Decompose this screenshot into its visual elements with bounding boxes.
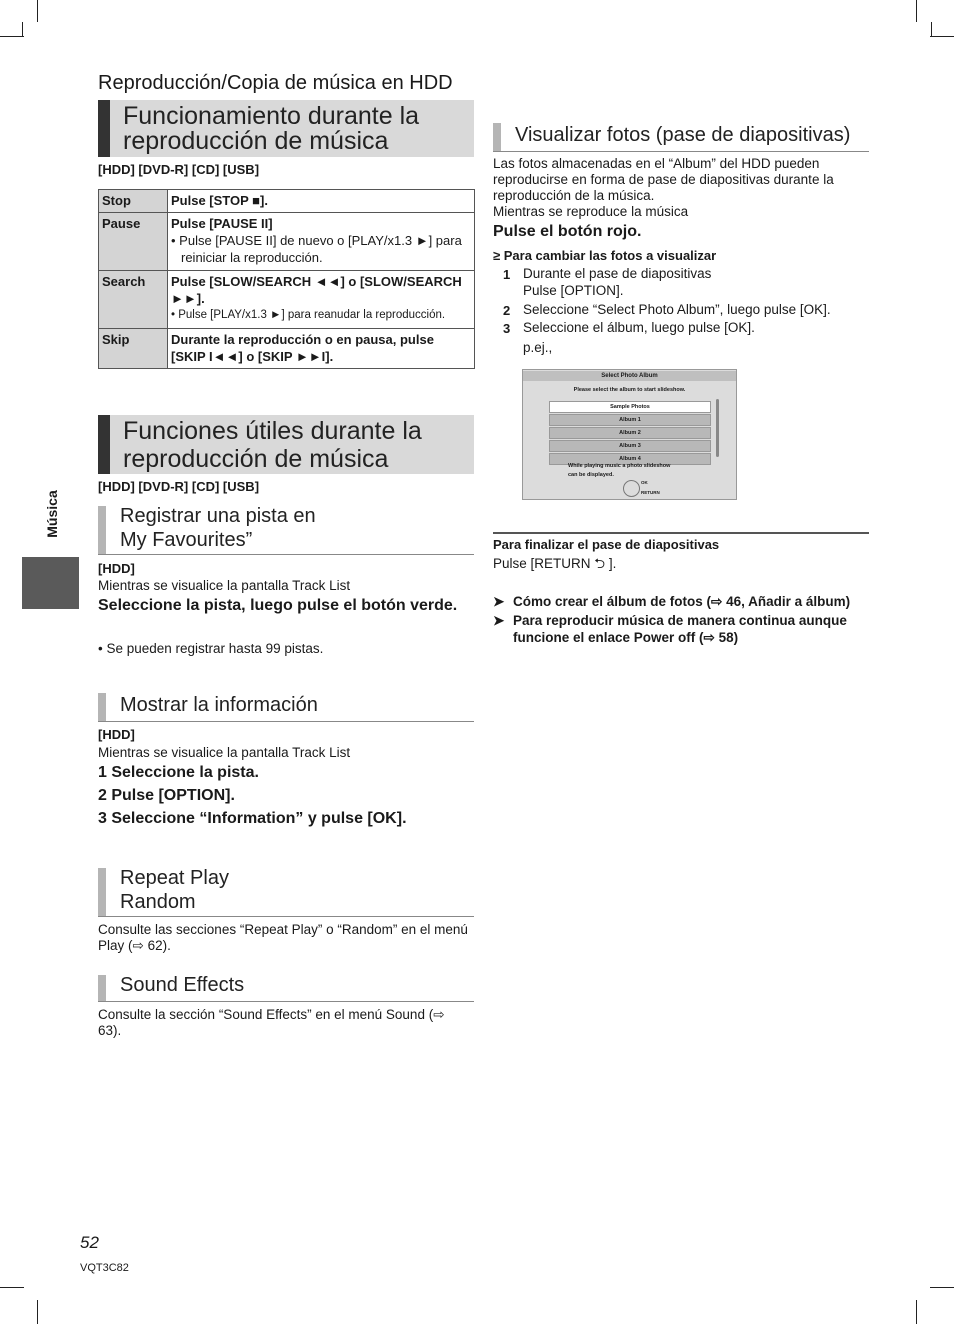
operations-table xyxy=(98,189,475,369)
remote-control-icon xyxy=(623,480,640,497)
info-step-3: 3 Seleccione “Information” y pulse [OK]. xyxy=(98,810,407,827)
repeat-title-line2: Random xyxy=(120,891,196,913)
slideshow-intro: Las fotos almacenadas en el “Album” del HDD pueden reproducirse en forma de pase de diapositivas durante la reproducción de la música. xyxy=(493,156,834,203)
table-value-skip: Durante la reproducción o en pausa, pulse [SKIP I◄◄] o [SKIP ►►I]. xyxy=(168,329,475,369)
step-num-1: 1 xyxy=(503,267,511,282)
table-value-pause: Pulse [PAUSE II] xyxy=(171,216,273,231)
table-key-search: Search xyxy=(99,271,168,329)
subheader-favourites xyxy=(98,506,474,555)
info-text: Mientras se visualice la pantalla Track List xyxy=(98,745,351,760)
info-step-1: 1 Seleccione la pista. xyxy=(98,764,259,781)
step-2-line1: Seleccione “Select Photo Album”, luego pulse [OK]. xyxy=(523,302,831,317)
slideshow-while: Mientras se reproduce la música xyxy=(493,204,689,219)
fav-title-line2: My Favourites” xyxy=(120,529,253,551)
end-slideshow-heading: Para finalizar el pase de diapositivas xyxy=(493,537,720,552)
subheader-info xyxy=(98,693,474,722)
sound-title: Sound Effects xyxy=(120,974,245,996)
screen-message: Please select the album to start slideshow. xyxy=(573,387,686,393)
scrollbar[interactable] xyxy=(716,399,719,457)
end-slideshow-text: Pulse [RETURN ⮌ ]. xyxy=(493,556,617,571)
example-label: p.ej., xyxy=(523,340,553,355)
sound-text: Consulte la sección “Sound Effects” en el menú Sound (⇨ 63). xyxy=(98,1007,445,1038)
fav-instruction: Seleccione la pista, luego pulse el botón verde. xyxy=(98,597,458,614)
info-step-2: 2 Pulse [OPTION]. xyxy=(98,787,235,804)
table-value-stop: Pulse [STOP ■]. xyxy=(168,190,475,213)
screen-note: While playing music a photo slideshow can be displayed. xyxy=(568,463,671,478)
section-title-line2: reproducción de música xyxy=(123,127,389,155)
step-num-2: 2 xyxy=(503,303,511,318)
ref-arrow-icon: ➤ xyxy=(493,613,505,628)
section2-title-line1: Funciones útiles durante la xyxy=(123,417,422,445)
subheader-sound xyxy=(98,975,474,1002)
fav-title-line1: Registrar una pista en xyxy=(120,505,316,527)
table-note-pause: • Pulse [PAUSE II] de nuevo o [PLAY/x1.3 ►] para reiniciar la reproducción. xyxy=(171,233,462,265)
step-num-3: 3 xyxy=(503,321,511,336)
fav-note: • Se pueden registrar hasta 99 pistas. xyxy=(98,641,324,656)
side-tab-label: Música xyxy=(44,490,60,538)
album-item[interactable]: Album 3 xyxy=(549,440,711,452)
step-1-line1: Durante el pase de diapositivas xyxy=(523,266,712,281)
return-label: RETURN xyxy=(641,490,660,495)
change-photos-heading: ≥ Para cambiar las fotos a visualizar xyxy=(493,248,717,263)
section-header-playback xyxy=(98,100,474,157)
table-note-search: • Pulse [PLAY/x1.3 ►] para reanudar la reproducción. xyxy=(171,309,446,321)
ref-arrow-icon: ➤ xyxy=(493,594,505,609)
page-number: 52 xyxy=(80,1233,99,1252)
screen-title: Select Photo Album xyxy=(523,371,736,381)
ref-album-link[interactable]: Cómo crear el álbum de fotos (⇨ 46, Añadir a álbum) xyxy=(513,594,851,609)
info-tag: [HDD] xyxy=(98,727,135,742)
subheader-repeat xyxy=(98,868,474,917)
page-section-title: Reproducción/Copia de música en HDD xyxy=(98,72,453,94)
media-tags-2: [HDD] [DVD-R] [CD] [USB] xyxy=(98,479,260,494)
side-tab-block xyxy=(22,557,79,609)
fav-tag: [HDD] xyxy=(98,561,135,576)
media-tags: [HDD] [DVD-R] [CD] [USB] xyxy=(98,162,260,177)
album-list xyxy=(549,401,711,466)
select-album-screen xyxy=(522,369,737,500)
album-item[interactable]: Sample Photos xyxy=(549,401,711,413)
step-3-line1: Seleccione el álbum, luego pulse [OK]. xyxy=(523,320,755,335)
album-item[interactable]: Album 1 xyxy=(549,414,711,426)
subheader-slideshow xyxy=(493,123,869,152)
divider xyxy=(493,532,869,534)
slideshow-instruction: Pulse el botón rojo. xyxy=(493,223,642,240)
slideshow-title: Visualizar fotos (pase de diapositivas) xyxy=(515,124,851,146)
info-title: Mostrar la información xyxy=(120,694,318,716)
album-item[interactable]: Album 4 xyxy=(549,453,711,465)
table-key-pause: Pause xyxy=(99,213,168,271)
ok-label: OK xyxy=(641,480,648,485)
table-key-stop: Stop xyxy=(99,190,168,213)
section2-title-line2: reproducción de música xyxy=(123,445,389,473)
album-item[interactable]: Album 2 xyxy=(549,427,711,439)
ref-power-link[interactable]: Para reproducir música de manera continua aunque funcione el enlace Power off (⇨ 58) xyxy=(513,613,847,645)
repeat-text: Consulte las secciones “Repeat Play” o “Random” en el menú Play (⇨ 62). xyxy=(98,922,468,953)
doc-code: VQT3C82 xyxy=(80,1262,129,1274)
table-key-skip: Skip xyxy=(99,329,168,369)
section-header-functions xyxy=(98,415,474,474)
fav-text: Mientras se visualice la pantalla Track List xyxy=(98,578,351,593)
table-value-search: Pulse [SLOW/SEARCH ◄◄] o [SLOW/SEARCH ►►]. xyxy=(171,274,462,306)
section-title-line1: Funcionamiento durante la xyxy=(123,102,420,130)
repeat-title-line1: Repeat Play xyxy=(120,867,229,889)
step-1-line2: Pulse [OPTION]. xyxy=(523,283,624,298)
